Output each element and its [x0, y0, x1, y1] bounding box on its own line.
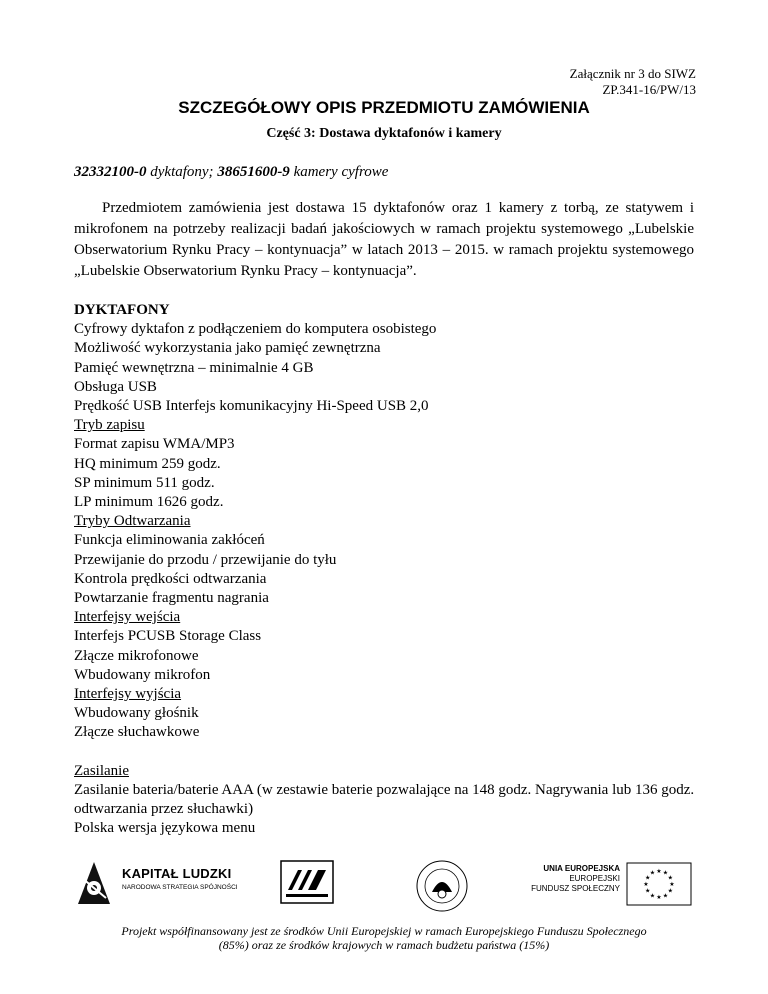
funding-logos-bar: [74, 858, 694, 914]
spec-subheading: Interfejsy wejścia: [74, 609, 181, 626]
eu-star-icon: ★: [656, 895, 662, 901]
eu-flag-icon: [626, 862, 692, 906]
funding-footer: [0, 924, 768, 952]
spec-item: SP minimum 511 godz.: [74, 474, 215, 491]
eu-line-1: UNIA EUROPEJSKA: [543, 864, 620, 873]
spec-item: Format zapisu WMA/MP3: [74, 436, 235, 453]
kapital-ludzki-title: KAPITAŁ LUDZKI: [122, 866, 232, 881]
intro-paragraph: Przedmiotem zamówienia jest dostawa 15 dyktafonów oraz 1 kamery z torbą, ze statywem i mikrofonem na potrzeby realizacji badań jakościowych w ramach projektu systemowego „Lubelskie Obserwatorium Rynku Pracy – kontynuacja” w latach 2013 – 2015. w ramach projektu systemowego „Lubelskie Obserwatorium Rynku Pracy – kontynuacja”.: [74, 200, 694, 279]
spec-subheading: Tryby Odtwarzania: [74, 513, 191, 530]
document-title: SZCZEGÓŁOWY OPIS PRZEDMIOTU ZAMÓWIENIA: [178, 98, 590, 117]
spec-item: LP minimum 1626 godz.: [74, 494, 224, 511]
eu-star-icon: ★: [667, 888, 673, 895]
spec-subheading: Tryb zapisu: [74, 417, 145, 434]
spec-item: Zasilanie bateria/baterie AAA (w zestawie baterie pozwalające na 148 godz. Nagrywania lub 136 godz. odtwarzania przez słuchawki): [74, 781, 695, 818]
spec-item: Przewijanie do przodu / przewijanie do tyłu: [74, 551, 337, 568]
spec-item: Wbudowany głośnik: [74, 705, 199, 722]
annex-reference: [570, 66, 696, 98]
spec-item: Cyfrowy dyktafon z podłączeniem do komputera osobistego: [74, 321, 437, 338]
spec-item: Interfejs PCUSB Storage Class: [74, 628, 262, 645]
eu-star-icon: ★: [669, 882, 675, 888]
spec-item: Możliwość wykorzystania jako pamięć zewnętrzna: [74, 340, 381, 357]
spec-item: Złącze słuchawkowe: [74, 724, 200, 741]
kapital-ludzki-logo: [74, 858, 254, 908]
eu-star-icon: ★: [662, 870, 669, 877]
spacer: [74, 743, 714, 762]
eu-line-2: EUROPEJSKI: [569, 874, 620, 883]
eu-star-icon: ★: [667, 875, 673, 882]
annex-line-1: Załącznik nr 3 do SIWZ: [569, 66, 696, 81]
eu-star-icon: ★: [645, 888, 651, 895]
annex-line-2: ZP.341-16/PW/13: [602, 82, 696, 97]
spec-item: HQ minimum 259 godz.: [74, 455, 221, 472]
section-heading: DYKTAFONY: [74, 302, 170, 318]
regional-program-logo-icon: [280, 860, 334, 904]
cpv-label-1: dyktafony;: [150, 164, 214, 180]
spec-item: Prędkość USB Interfejs komunikacyjny Hi-Speed USB 2,0: [74, 398, 429, 415]
cpv-code-2: 38651600-9: [217, 164, 290, 180]
spec-subheading: Interfejsy wyjścia: [74, 686, 182, 703]
cpv-codes: [74, 164, 388, 181]
specification-list: [74, 301, 714, 838]
spec-subheading: Zasilanie: [74, 762, 129, 779]
eu-star-icon: ★: [649, 893, 656, 900]
spec-item: Powtarzanie fragmentu nagrania: [74, 590, 269, 607]
cpv-label-2: kamery cyfrowe: [293, 164, 389, 180]
eu-line-3: FUNDUSZ SPOŁECZNY: [531, 884, 620, 893]
eu-star-icon: ★: [662, 893, 669, 900]
document-subtitle: Część 3: Dostawa dyktafonów i kamery: [266, 126, 502, 141]
kapital-ludzki-emblem-icon: [74, 858, 114, 908]
kapital-ludzki-subtitle: NARODOWA STRATEGIA SPÓJNOŚCI: [122, 884, 238, 891]
spec-item: Obsługa USB: [74, 378, 157, 395]
spec-item: Pamięć wewnętrzna – minimalnie 4 GB: [74, 359, 314, 376]
eu-fund-text: [510, 864, 620, 894]
footer-line-1: Projekt współfinansowany jest ze środków Unii Europejskiej w ramach Europejskiego Funduszu Społecznego: [121, 924, 647, 938]
spec-item: Funkcja eliminowania zakłóceń: [74, 532, 265, 549]
spec-item: Złącze mikrofonowe: [74, 647, 199, 664]
eu-star-icon: ★: [643, 882, 649, 888]
observatory-seal-icon: [414, 858, 470, 914]
spec-item: Wbudowany mikrofon: [74, 666, 211, 683]
footer-line-2: (85%) oraz ze środków krajowych w ramach budżetu państwa (15%): [218, 938, 550, 952]
spec-item: Polska wersja językowa menu: [74, 820, 256, 837]
eu-star-icon: ★: [656, 869, 662, 875]
cpv-code-1: 32332100-0: [74, 164, 147, 180]
spec-item: Kontrola prędkości odtwarzania: [74, 570, 267, 587]
eu-star-icon: ★: [649, 870, 656, 877]
eu-star-icon: ★: [645, 875, 651, 882]
